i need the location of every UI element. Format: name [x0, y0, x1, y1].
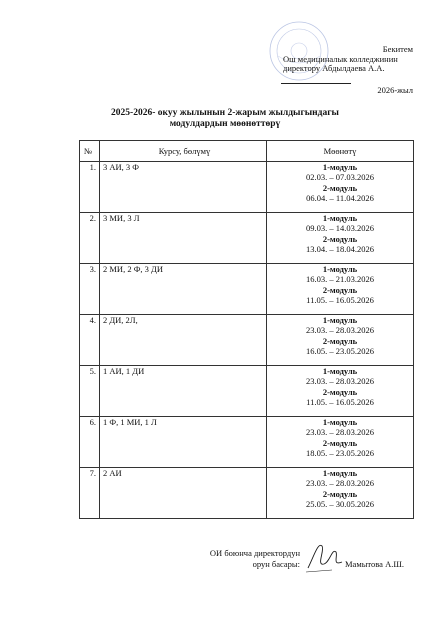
- module2-dates: 25.05. – 30.05.2026: [306, 499, 374, 510]
- module2-dates: 13.04. – 18.04.2026: [306, 244, 374, 255]
- title-line2: модулдардын мөөнөттөрү: [169, 119, 281, 129]
- signature-name: Мамытова А.Ш.: [345, 559, 405, 569]
- module2-dates: 18.05. – 23.05.2026: [306, 448, 374, 459]
- signature-role-line2: орун басары:: [252, 559, 300, 569]
- header-number: №: [80, 141, 100, 162]
- approval-line1: Ош медициналык колледжинин: [283, 53, 398, 64]
- table-row: [80, 213, 414, 264]
- module1-label: 1-модуль: [322, 366, 358, 376]
- module1-label: 1-модуль: [322, 213, 358, 223]
- module1-dates: 16.03. – 21.03.2026: [306, 274, 374, 285]
- row-course: 2 ДИ, 2Л,: [100, 315, 267, 366]
- row-period: [267, 213, 414, 264]
- row-course: 2 МИ, 2 Ф, 3 ДИ: [100, 264, 267, 315]
- approval-block: [283, 45, 413, 95]
- row-number: 6.: [80, 417, 100, 468]
- module1-dates: 23.03. – 28.03.2026: [306, 427, 374, 438]
- row-period: [267, 162, 414, 213]
- module2-dates: 06.04. – 11.04.2026: [306, 193, 374, 204]
- module1-label: 1-модуль: [322, 417, 358, 427]
- module-schedule-table: [79, 140, 414, 519]
- row-course: 2 АИ: [100, 468, 267, 519]
- module2-dates: 11.05. – 16.05.2026: [306, 397, 374, 408]
- module2-label: 2-модуль: [322, 233, 358, 244]
- title-line1: 2025-2026- окуу жылынын 2-жарым жылдыгындагы: [111, 108, 339, 118]
- module1-dates: 23.03. – 28.03.2026: [306, 376, 374, 387]
- approval-date: 2026-жыл: [377, 84, 413, 95]
- row-number: 7.: [80, 468, 100, 519]
- module2-label: 2-модуль: [322, 182, 358, 193]
- module1-label: 1-модуль: [322, 264, 358, 274]
- row-number: 5.: [80, 366, 100, 417]
- row-course: 3 АИ, 3 Ф: [100, 162, 267, 213]
- row-number: 4.: [80, 315, 100, 366]
- signature-role: [190, 548, 300, 570]
- row-period: [267, 315, 414, 366]
- handwritten-signature-icon: [302, 536, 346, 576]
- signature-role-line1: ОИ боюнча директордун: [209, 548, 300, 558]
- approval-line2: директору Абдылдаева А.А.: [283, 63, 385, 73]
- table-header-row: [80, 141, 414, 162]
- document-title: [60, 108, 390, 130]
- module1-dates: 02.03. – 07.03.2026: [306, 172, 374, 183]
- table-row: [80, 162, 414, 213]
- table-row: [80, 264, 414, 315]
- row-period: [267, 417, 414, 468]
- table-row: [80, 366, 414, 417]
- module2-label: 2-модуль: [322, 386, 358, 397]
- module2-label: 2-модуль: [322, 284, 358, 295]
- module2-dates: 16.05. – 23.05.2026: [306, 346, 374, 357]
- row-course: 1 Ф, 1 МИ, 1 Л: [100, 417, 267, 468]
- table-row: [80, 315, 414, 366]
- row-course: 3 МИ, 3 Л: [100, 213, 267, 264]
- approval-word: Бекитем: [382, 44, 413, 54]
- module1-label: 1-модуль: [322, 468, 358, 478]
- module2-label: 2-модуль: [322, 488, 358, 499]
- row-period: [267, 366, 414, 417]
- module2-label: 2-модуль: [322, 437, 358, 448]
- module1-label: 1-модуль: [322, 162, 358, 172]
- row-number: 3.: [80, 264, 100, 315]
- row-number: 2.: [80, 213, 100, 264]
- row-period: [267, 468, 414, 519]
- header-period: Мөөнөтү: [267, 141, 414, 162]
- module1-dates: 23.03. – 28.03.2026: [306, 325, 374, 336]
- table-row: [80, 468, 414, 519]
- module2-label: 2-модуль: [322, 335, 358, 346]
- approval-signature-line: [281, 83, 351, 84]
- row-course: 1 АИ, 1 ДИ: [100, 366, 267, 417]
- module1-dates: 23.03. – 28.03.2026: [306, 478, 374, 489]
- module2-dates: 11.05. – 16.05.2026: [306, 295, 374, 306]
- row-period: [267, 264, 414, 315]
- header-course: Курсу, бөлүмү: [100, 141, 267, 162]
- module1-dates: 09.03. – 14.03.2026: [306, 223, 374, 234]
- table-row: [80, 417, 414, 468]
- row-number: 1.: [80, 162, 100, 213]
- module1-label: 1-модуль: [322, 315, 358, 325]
